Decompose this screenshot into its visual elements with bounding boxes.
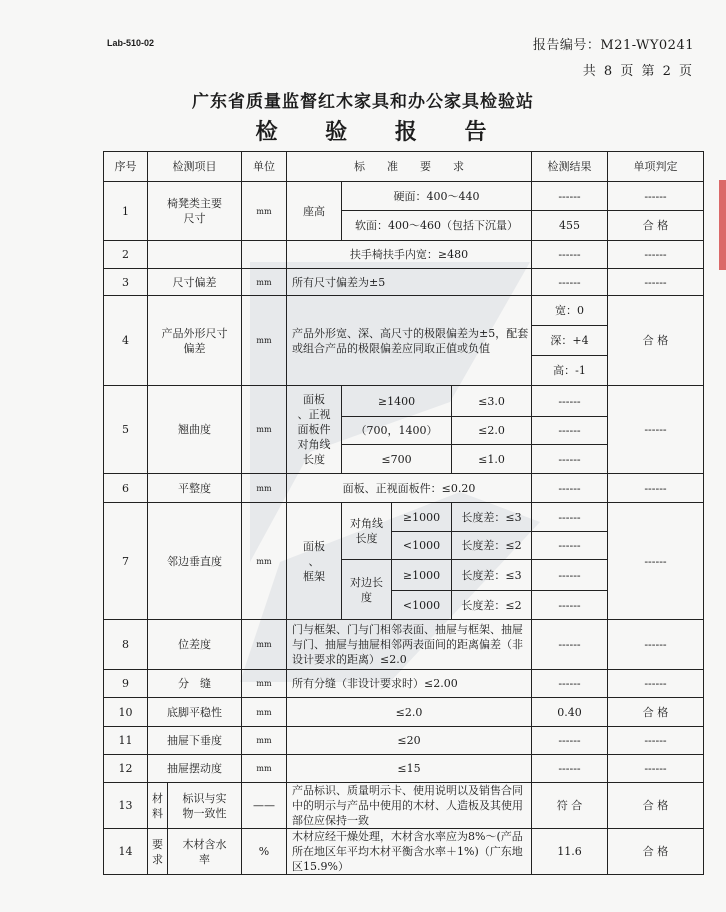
organization-name: 广东省质量监督红木家具和办公家具检验站 — [192, 92, 534, 112]
row-result: ------ — [532, 532, 608, 560]
row-judgement: 合 格 — [608, 829, 704, 875]
row-unit: —— — [242, 783, 287, 829]
row-requirement: ≤20 — [287, 727, 532, 755]
table-row — [104, 241, 704, 269]
row-requirement: 木材应经干燥处理，木材含水率应为8%～(产品所在地区年平均木材平衡含水率＋1%)（广东地区15.9%） — [287, 829, 532, 875]
row-unit: mm — [242, 755, 287, 783]
row-judgement: ------ — [608, 727, 704, 755]
row-requirement: 门与框架、门与门相邻表面、抽屉与框架、抽屉与门、抽屉与抽屉相邻两表面间的距离偏差（非设计要求的距离）≤2.0 — [287, 620, 532, 670]
row-item: 平整度 — [148, 474, 242, 503]
row-result: ------ — [532, 560, 608, 591]
row-result: ------ — [532, 445, 608, 474]
row-result: ------ — [532, 417, 608, 445]
row-judgement: ------ — [608, 182, 704, 211]
row-no: 7 — [104, 503, 148, 620]
row-result: 深：+4 — [532, 326, 608, 356]
row-result: ------ — [532, 386, 608, 417]
report-number: 报告编号：M21-WY0241 — [532, 38, 694, 53]
row-result: 符 合 — [532, 783, 608, 829]
row-requirement: 硬面：400～440 — [342, 182, 532, 211]
row-item: 底脚平稳性 — [148, 698, 242, 727]
row-requirement: 所有尺寸偏差为±5 — [287, 269, 532, 296]
row-item: 邻边垂直度 — [148, 503, 242, 620]
row-no: 1 — [104, 182, 148, 241]
row-sub-label: 面板 、正视 面板件 对角线 长度 — [287, 386, 342, 474]
row-unit: mm — [242, 698, 287, 727]
header-unit: 单位 — [242, 152, 287, 182]
row-requirement: 产品外形宽、深、高尺寸的极限偏差为±5，配套或组合产品的极限偏差应同取正值或负值 — [287, 296, 532, 386]
row-limit: 长度差：≤2 — [452, 591, 532, 620]
row-result: ------ — [532, 755, 608, 783]
row-judgement: ------ — [608, 269, 704, 296]
row-unit: mm — [242, 474, 287, 503]
row-no: 11 — [104, 727, 148, 755]
row-sub-label: 对角线 长度 — [342, 503, 392, 560]
row-sub-label: 对边长 度 — [342, 560, 392, 620]
row-result: ------ — [532, 591, 608, 620]
row-unit: mm — [242, 620, 287, 670]
row-condition: （700，1400） — [342, 417, 452, 445]
row-unit — [242, 241, 287, 269]
row-requirement: 面板、正视面板件：≤0.20 — [287, 474, 532, 503]
row-unit: mm — [242, 503, 287, 620]
table-row — [104, 620, 704, 670]
row-category: 要 求 — [148, 829, 168, 875]
table-row — [104, 474, 704, 503]
row-judgement: ------ — [608, 474, 704, 503]
row-item — [148, 241, 242, 269]
table-row — [104, 727, 704, 755]
row-item: 标识与实 物一致性 — [168, 783, 242, 829]
row-limit: ≤3.0 — [452, 386, 532, 417]
row-judgement: ------ — [608, 241, 704, 269]
row-result: ------ — [532, 269, 608, 296]
row-unit: mm — [242, 296, 287, 386]
row-no: 6 — [104, 474, 148, 503]
row-unit: mm — [242, 670, 287, 698]
row-no: 13 — [104, 783, 148, 829]
table-row — [104, 296, 704, 326]
row-limit: 长度差：≤3 — [452, 503, 532, 532]
row-judgement: ------ — [608, 620, 704, 670]
row-requirement: 所有分缝（非设计要求时）≤2.00 — [287, 670, 532, 698]
row-unit: mm — [242, 182, 287, 241]
table-row — [104, 783, 704, 829]
header-judgement: 单项判定 — [608, 152, 704, 182]
row-limit: 长度差：≤2 — [452, 532, 532, 560]
row-requirement: 产品标识、质量明示卡、使用说明以及销售合同中的明示与产品中使用的木材、人造板及其使用部位应保持一致 — [287, 783, 532, 829]
row-result: 高：-1 — [532, 356, 608, 386]
row-no: 12 — [104, 755, 148, 783]
row-no: 9 — [104, 670, 148, 698]
row-judgement: 合 格 — [608, 698, 704, 727]
row-judgement: 合 格 — [608, 211, 704, 241]
row-requirement: ≤15 — [287, 755, 532, 783]
row-item: 产品外形尺寸 偏差 — [148, 296, 242, 386]
row-condition: <1000 — [392, 591, 452, 620]
row-judgement: 合 格 — [608, 296, 704, 386]
row-item: 翘曲度 — [148, 386, 242, 474]
header-requirement: 标 准 要 求 — [287, 152, 532, 182]
table-row — [104, 386, 704, 417]
row-no: 5 — [104, 386, 148, 474]
row-item: 分 缝 — [148, 670, 242, 698]
edge-stamp-mark — [716, 180, 726, 270]
row-item: 位差度 — [148, 620, 242, 670]
row-limit: ≤1.0 — [452, 445, 532, 474]
row-result: ------ — [532, 727, 608, 755]
row-judgement: ------ — [608, 755, 704, 783]
row-sub-label: 座高 — [287, 182, 342, 241]
row-unit: mm — [242, 727, 287, 755]
row-result: 455 — [532, 211, 608, 241]
report-title: 检 验 报 告 — [255, 120, 507, 145]
row-item: 尺寸偏差 — [148, 269, 242, 296]
row-judgement: ------ — [608, 503, 704, 620]
table-row — [104, 829, 704, 875]
row-no: 14 — [104, 829, 148, 875]
row-item: 椅凳类主要 尺寸 — [148, 182, 242, 241]
row-item: 木材含水 率 — [168, 829, 242, 875]
row-condition: ≥1000 — [392, 503, 452, 532]
row-limit: 长度差：≤3 — [452, 560, 532, 591]
lab-code: Lab-510-02 — [107, 38, 155, 48]
row-no: 8 — [104, 620, 148, 670]
row-result: ------ — [532, 182, 608, 211]
row-requirement: ≤2.0 — [287, 698, 532, 727]
row-limit: ≤2.0 — [452, 417, 532, 445]
row-judgement: ------ — [608, 670, 704, 698]
row-no: 2 — [104, 241, 148, 269]
row-result: ------ — [532, 503, 608, 532]
table-row — [104, 698, 704, 727]
table-row — [104, 755, 704, 783]
row-unit: mm — [242, 269, 287, 296]
row-result: ------ — [532, 241, 608, 269]
row-judgement: ------ — [608, 386, 704, 474]
row-requirement: 软面：400～460（包括下沉量） — [342, 211, 532, 241]
row-judgement: 合 格 — [608, 783, 704, 829]
header-no: 序号 — [104, 152, 148, 182]
table-row — [104, 503, 704, 532]
table-row — [104, 269, 704, 296]
row-condition: ≥1000 — [392, 560, 452, 591]
row-item: 抽屉下垂度 — [148, 727, 242, 755]
page-info: 共 8 页 第 2 页 — [582, 64, 694, 79]
header-item: 检测项目 — [148, 152, 242, 182]
inspection-table — [103, 151, 704, 875]
row-no: 3 — [104, 269, 148, 296]
table-header-row — [104, 152, 704, 182]
row-no: 4 — [104, 296, 148, 386]
row-unit: mm — [242, 386, 287, 474]
row-category: 材 料 — [148, 783, 168, 829]
row-condition: <1000 — [392, 532, 452, 560]
table-row — [104, 182, 704, 211]
row-condition: ≤700 — [342, 445, 452, 474]
row-condition: ≥1400 — [342, 386, 452, 417]
row-result: 0.40 — [532, 698, 608, 727]
row-requirement: 扶手椅扶手内宽：≥480 — [287, 241, 532, 269]
row-result: 宽：0 — [532, 296, 608, 326]
row-result: ------ — [532, 670, 608, 698]
header-result: 检测结果 — [532, 152, 608, 182]
table-row — [104, 670, 704, 698]
row-item: 抽屉摆动度 — [148, 755, 242, 783]
row-result: ------ — [532, 474, 608, 503]
row-no: 10 — [104, 698, 148, 727]
row-result: 11.6 — [532, 829, 608, 875]
row-result: ------ — [532, 620, 608, 670]
row-unit: % — [242, 829, 287, 875]
row-sub-label: 面板 、 框架 — [287, 503, 342, 620]
